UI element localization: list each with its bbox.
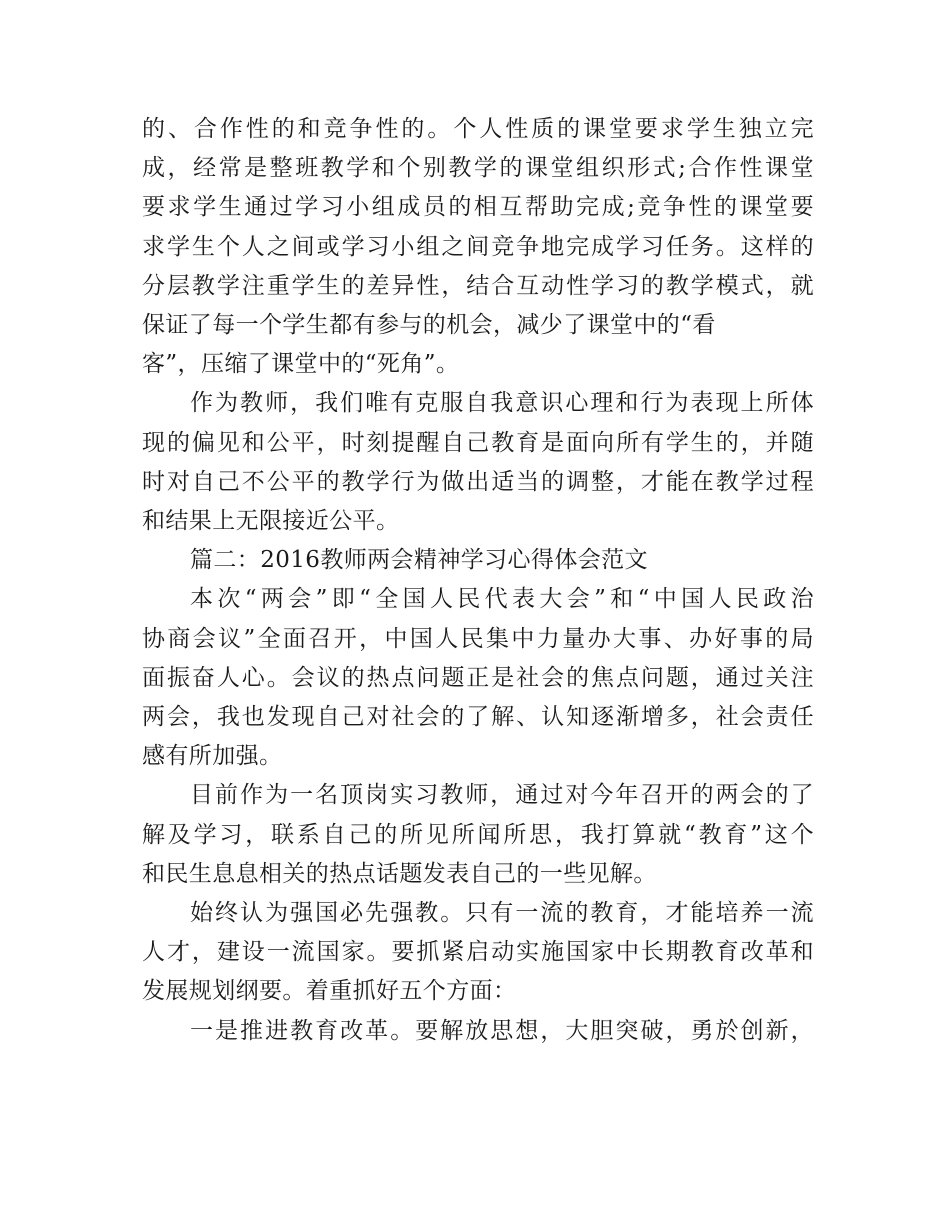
text-line: 和结果上无限接近公平。 (142, 508, 400, 535)
text-line: 的、合作性的和竞争性的。个人性质的课堂要求学生独立完 (142, 116, 814, 142)
text-line: 目前作为一名顶岗实习教师，通过对今年召开的两会的了 (190, 782, 814, 809)
text-line: 发展规划纲要。着重抓好五个方面： (142, 978, 517, 1005)
text-line: 解及学习，联系自己的所见所闻所思，我打算就“教育”这个 (142, 821, 814, 848)
text-line: 求学生个人之间或学习小组之间竞争地完成学习任务。这样的 (142, 233, 814, 260)
text-line: 要求学生通过学习小组成员的相互帮助完成;竞争性的课堂要 (142, 194, 814, 221)
text-line: 作为教师，我们唯有克服自我意识心理和行为表现上所体 (190, 390, 814, 417)
paragraph (142, 1012, 814, 1051)
paragraph (142, 580, 814, 776)
paragraph (142, 110, 814, 384)
text-line: 分层教学注重学生的差异性，结合互动性学习的教学模式，就 (142, 272, 814, 299)
text-line: 感有所加强。 (142, 743, 283, 770)
paragraph (142, 776, 814, 894)
text-line: 协商会议”全面召开，中国人民集中力量办大事、办好事的局 (142, 625, 814, 652)
text-line: 篇二：2016教师两会精神学习心得体会范文 (190, 547, 648, 574)
paragraph (142, 894, 814, 1012)
text-line: 两会，我也发现自己对社会的了解、认知逐渐增多，社会责任 (142, 704, 814, 731)
text-line: 人才，建设一流国家。要抓紧启动实施国家中长期教育改革和 (142, 939, 814, 966)
text-line: 保证了每一个学生都有参与的机会，减少了课堂中的“看 (142, 312, 716, 339)
text-line: 一是推进教育改革。要解放思想，大胆突破，勇於创新， (190, 1017, 814, 1044)
text-line: 和民生息息相关的热点话题发表自己的一些见解。 (142, 860, 657, 887)
document-page (142, 110, 814, 1051)
text-line: 客”，压缩了课堂中的“死角”。 (142, 351, 460, 378)
text-line: 现的偏见和公平，时刻提醒自己教育是面向所有学生的，并随 (142, 429, 814, 456)
text-line: 时对自己不公平的教学行为做出适当的调整，才能在教学过程 (142, 468, 814, 495)
text-line: 始终认为强国必先强教。只有一流的教育，才能培养一流 (190, 900, 814, 927)
text-line: 成，经常是整班教学和个别教学的课堂组织形式;合作性课堂 (142, 155, 814, 182)
text-line: 面振奋人心。会议的热点问题正是社会的焦点问题，通过关注 (142, 664, 814, 691)
text-line: 本次“两会”即“全国人民代表大会”和“中国人民政治 (190, 586, 814, 613)
paragraph (142, 384, 814, 541)
section-heading (142, 541, 814, 580)
